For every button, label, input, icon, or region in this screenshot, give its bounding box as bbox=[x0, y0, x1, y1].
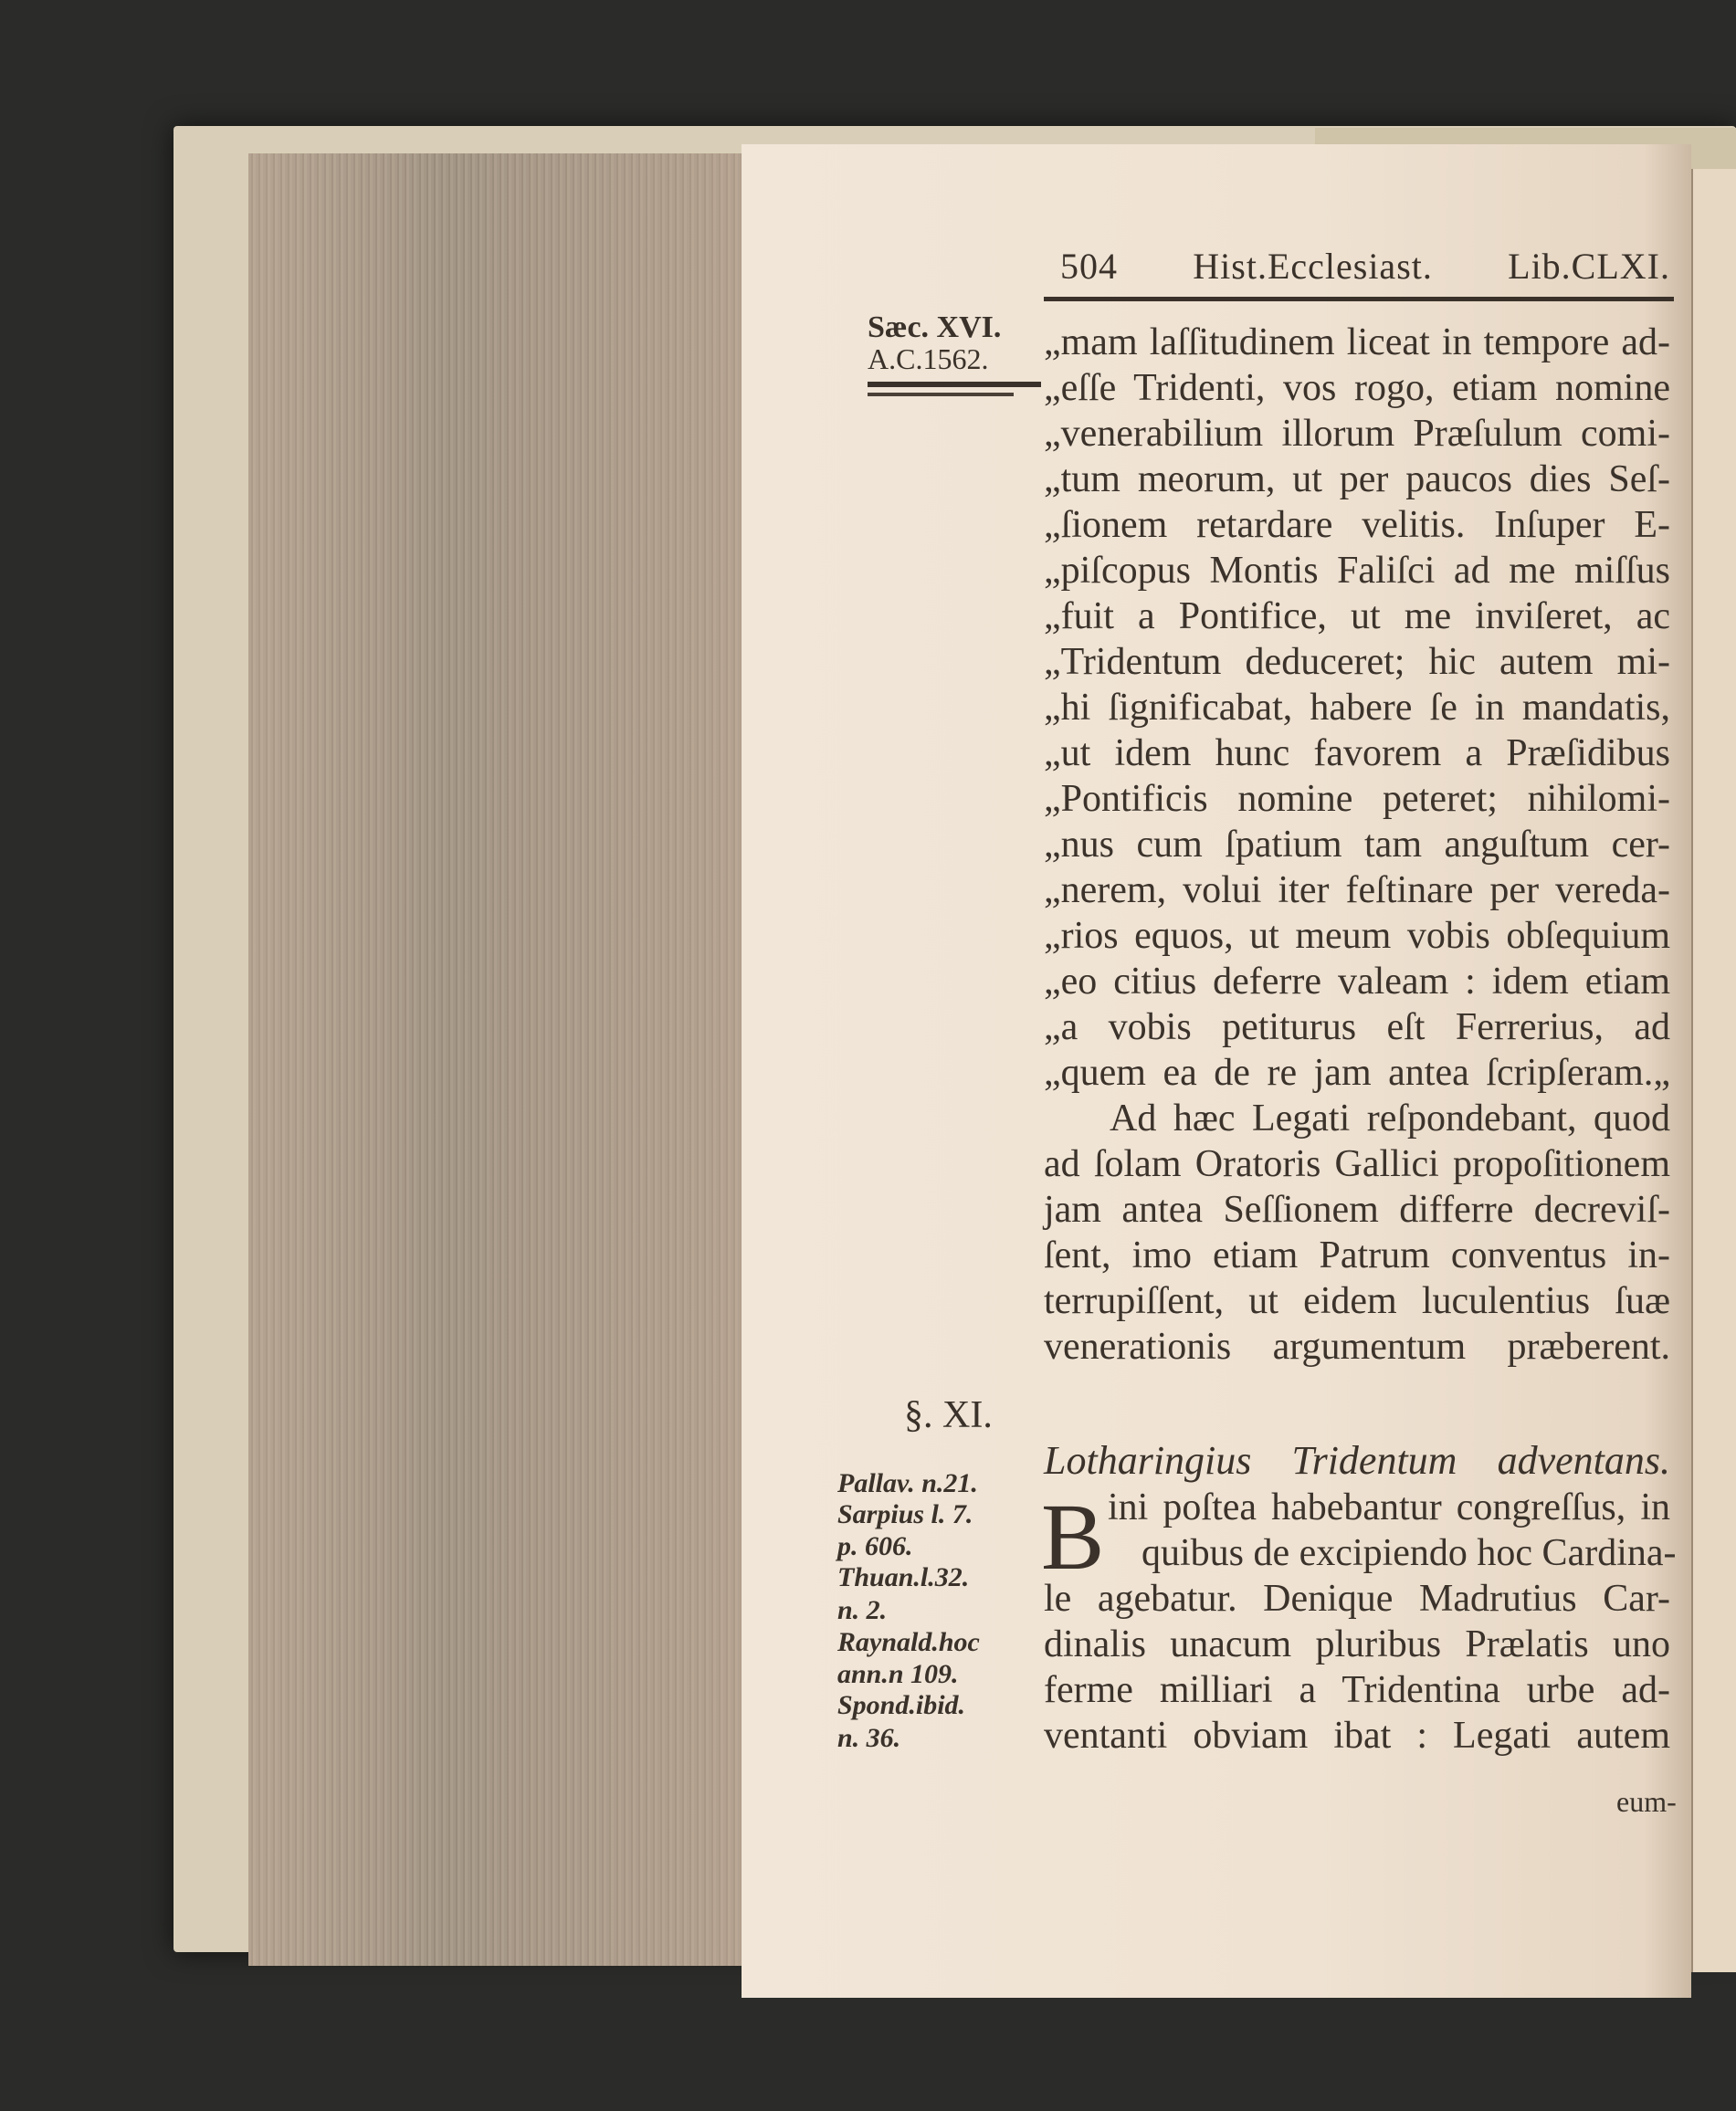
section-text-line: le agebatur. Denique Madrutius Car- bbox=[1044, 1578, 1670, 1620]
margin-note: n. 36. bbox=[837, 1723, 901, 1753]
section-title: Lotharingius Tridentum adventans. bbox=[1044, 1438, 1670, 1483]
text-line: „fuit a Pontifice, ut me inviſeret, ac bbox=[1044, 595, 1670, 637]
text-line: „tum meorum, ut per paucos dies Seſ- bbox=[1044, 458, 1670, 500]
text-line: „eſſe Tridenti, vos rogo, etiam nomine bbox=[1044, 367, 1670, 409]
facing-page-edge bbox=[1691, 169, 1736, 1972]
margin-note: Pallav. n.21. bbox=[837, 1468, 978, 1498]
text-line: Ad hæc Legati reſpondebant, quod bbox=[1110, 1098, 1670, 1140]
text-line: „piſcopus Montis Faliſci ad me miſſus bbox=[1044, 550, 1670, 592]
section-text-line: ventanti obviam ibat : Legati autem bbox=[1044, 1715, 1670, 1757]
catchword: eum- bbox=[1616, 1785, 1677, 1818]
side-note-rule bbox=[868, 382, 1041, 387]
side-note-century: Sæc. XVI. bbox=[868, 310, 1002, 344]
text-line: „Pontificis nomine peteret; nihilomi- bbox=[1044, 778, 1670, 820]
margin-note: Spond.ibid. bbox=[837, 1690, 966, 1720]
margin-note: Sarpius l. 7. bbox=[837, 1499, 973, 1529]
drop-cap: B bbox=[1041, 1485, 1105, 1590]
margin-note: ann.n 109. bbox=[837, 1659, 959, 1689]
text-line: „rios equos, ut meum vobis obſequium bbox=[1044, 915, 1670, 957]
text-line: ſent, imo etiam Patrum conventus in- bbox=[1044, 1234, 1670, 1276]
text-line: venerationis argumentum præberent. bbox=[1044, 1326, 1670, 1368]
section-text-line: ferme milliari a Tridentina urbe ad- bbox=[1044, 1669, 1670, 1711]
running-header bbox=[1060, 245, 1670, 288]
running-title: Hist.Ecclesiast. Lib.CLXI. bbox=[1193, 246, 1670, 287]
text-line: „venerabilium illorum Præſulum comi- bbox=[1044, 413, 1670, 455]
text-line: ad ſolam Oratoris Gallici propoſitionem bbox=[1044, 1143, 1670, 1185]
text-line: „Tridentum deduceret; hic autem mi- bbox=[1044, 641, 1670, 683]
side-note-year: A.C.1562. bbox=[868, 342, 989, 375]
section-text-line: ini poſtea habebantur congreſſus, in bbox=[1108, 1486, 1670, 1528]
text-line: „hi ſignificabat, habere ſe in mandatis, bbox=[1044, 687, 1670, 729]
text-line: „eo citius deferre valeam : idem etiam bbox=[1044, 961, 1670, 1003]
text-line: terrupiſſent, ut eidem luculentius ſuæ bbox=[1044, 1280, 1670, 1322]
text-line: „nus cum ſpatium tam anguſtum cer- bbox=[1044, 824, 1670, 866]
header-rule bbox=[1044, 297, 1674, 301]
margin-note: Thuan.l.32. bbox=[837, 1562, 970, 1592]
margin-note: Raynald.hoc bbox=[837, 1627, 980, 1657]
text-line: „nerem, volui iter feſtinare per vereda- bbox=[1044, 869, 1670, 911]
side-note-rule-2 bbox=[868, 393, 1014, 396]
text-line: „quem ea de re jam antea ſcripſeram.„ bbox=[1044, 1052, 1670, 1094]
text-line: „a vobis petiturus eſt Ferrerius, ad bbox=[1044, 1006, 1670, 1048]
text-line: „ſionem retardare velitis. Inſuper E- bbox=[1044, 504, 1670, 546]
text-line: jam antea Seſſionem differre decreviſ- bbox=[1044, 1189, 1670, 1231]
text-line: „ut idem hunc favorem a Præſidibus bbox=[1044, 732, 1670, 774]
section-text-line: dinalis unacum pluribus Prælatis uno bbox=[1044, 1623, 1670, 1665]
page-stack-edge bbox=[248, 153, 746, 1966]
margin-note: n. 2. bbox=[837, 1595, 888, 1625]
section-text-line: quibus de excipiendo hoc Cardina- bbox=[1142, 1532, 1677, 1574]
page-number: 504 bbox=[1060, 246, 1118, 287]
text-line: „mam laſſitudinem liceat in tempore ad- bbox=[1044, 321, 1670, 363]
margin-note: p. 606. bbox=[837, 1531, 913, 1561]
section-number: §. XI. bbox=[904, 1394, 993, 1436]
